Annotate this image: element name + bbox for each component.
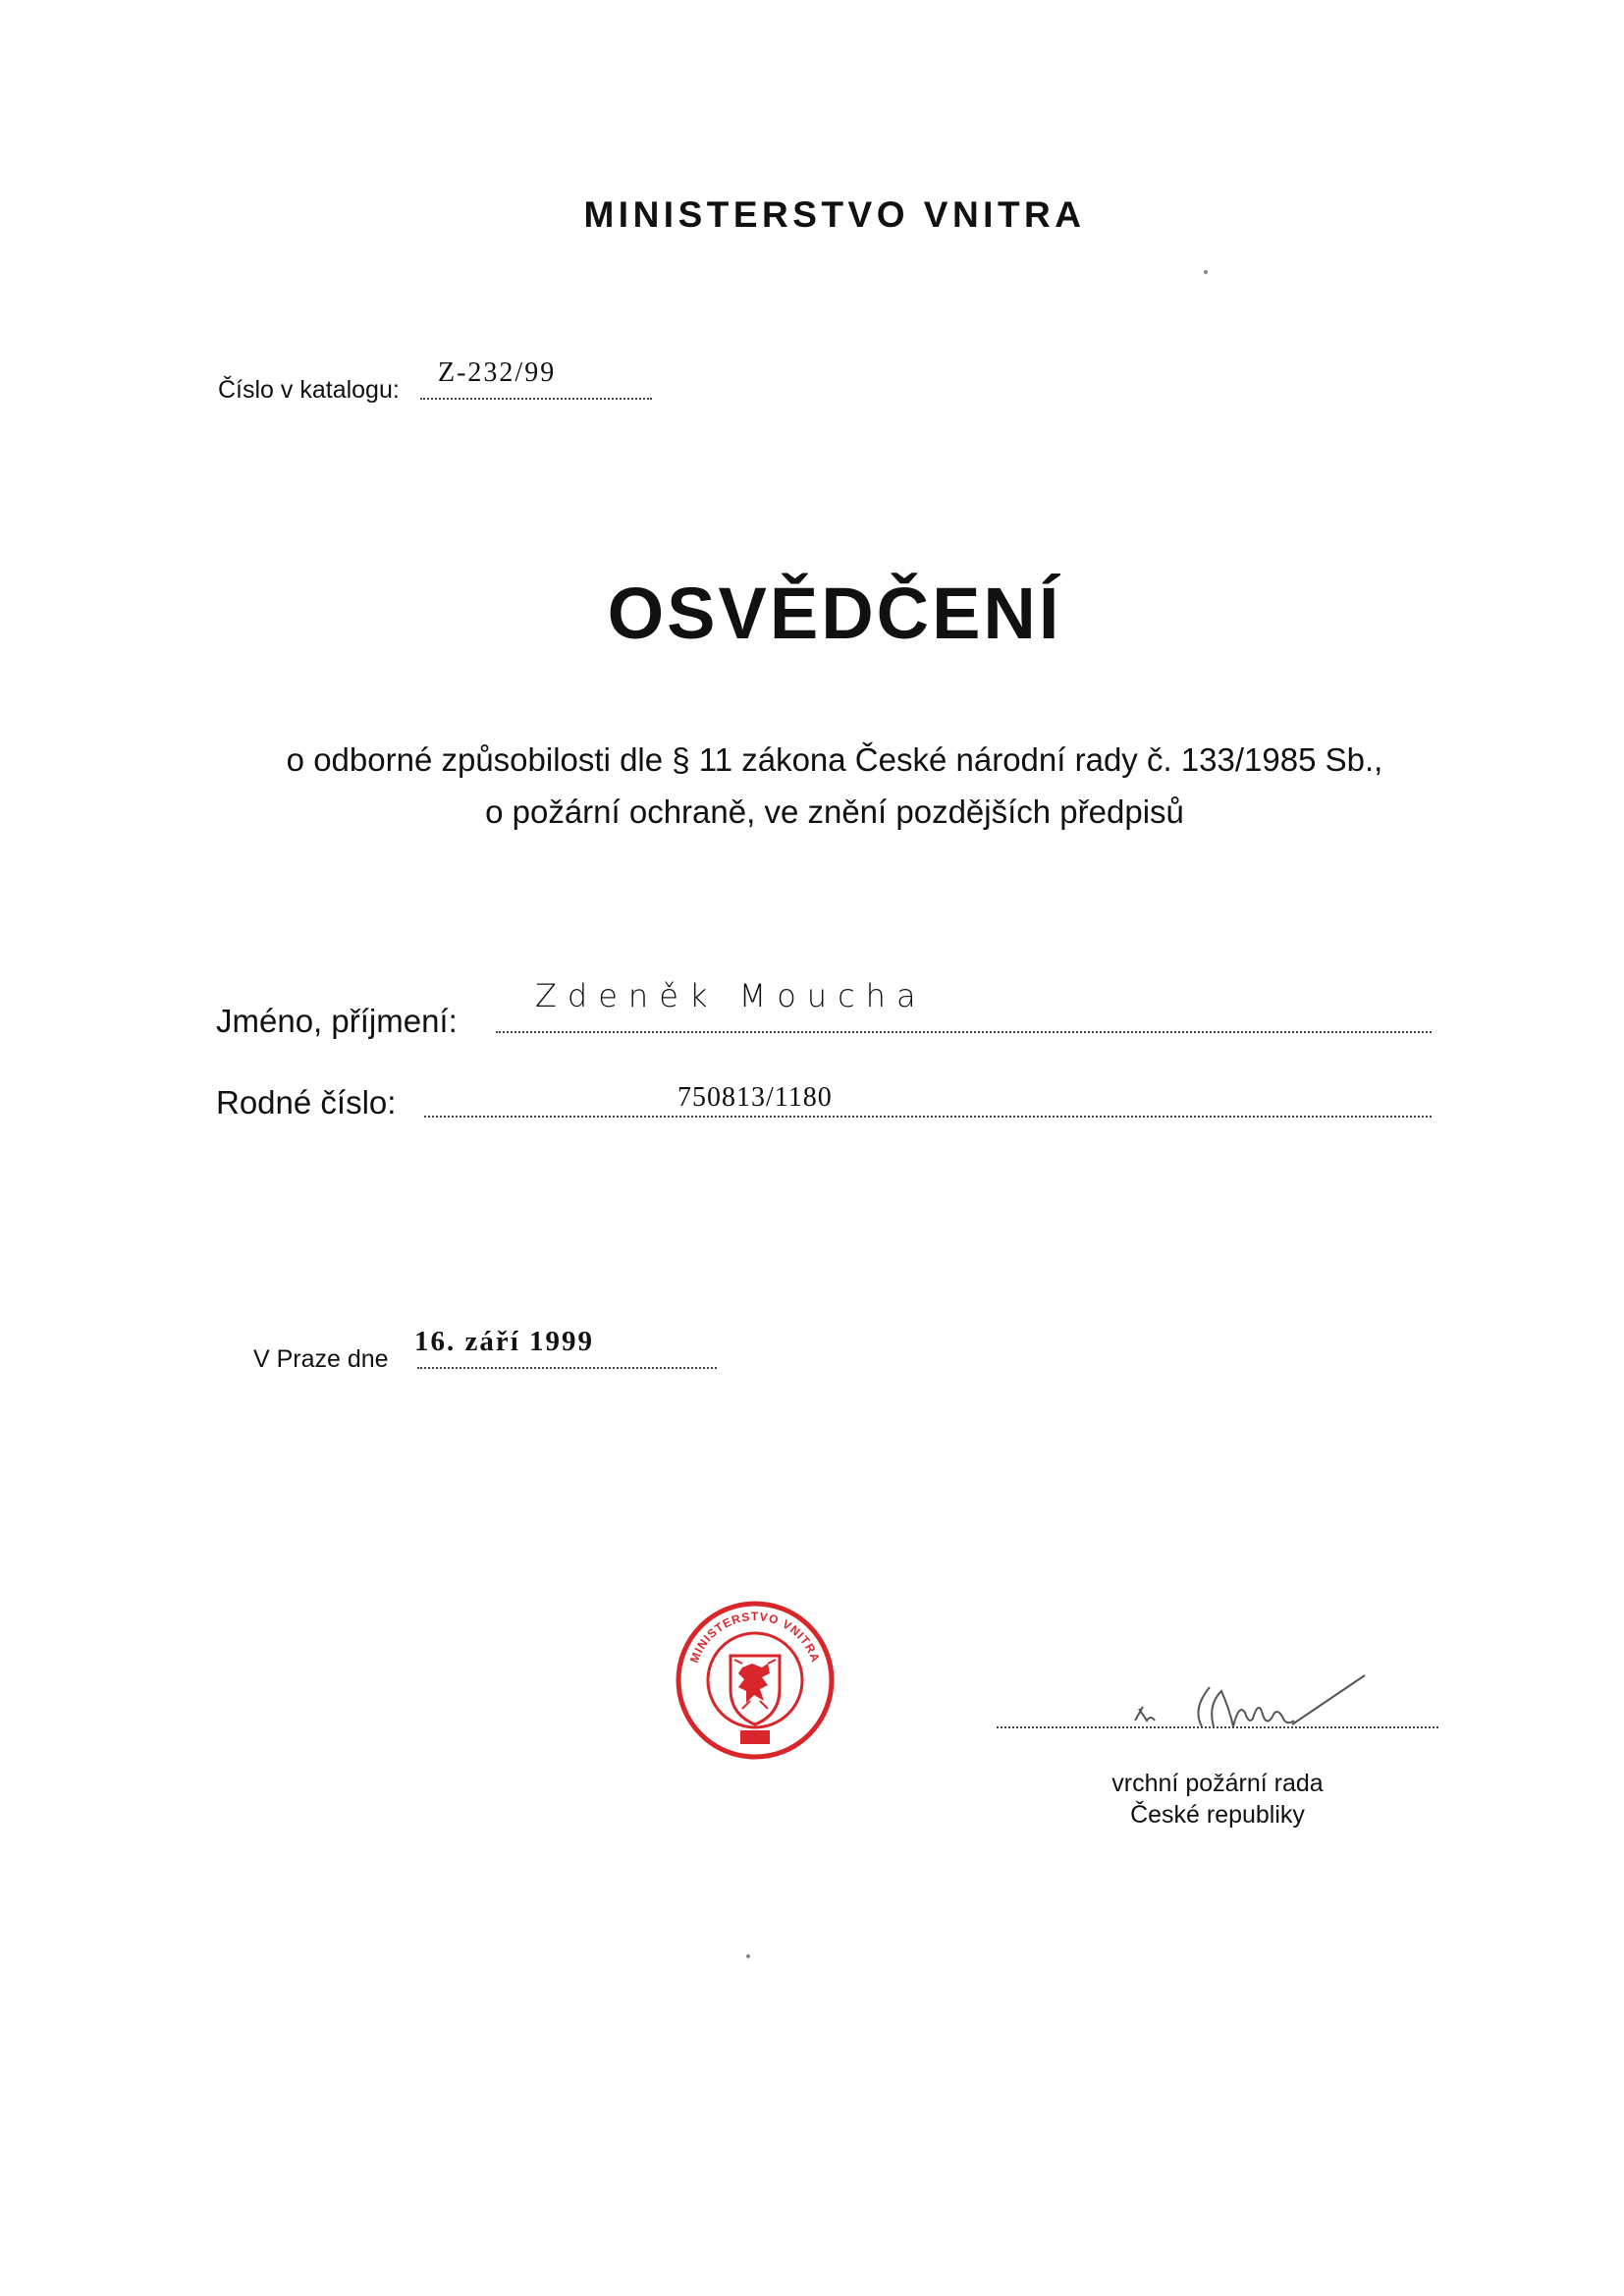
signatory-title-line-1: vrchní požární rada	[1111, 1770, 1324, 1797]
birth-number-value: 750813/1180	[677, 1082, 833, 1113]
catalog-label: Číslo v katalogu:	[218, 376, 400, 404]
birth-number-dotted-line	[424, 1094, 1432, 1118]
document-title: OSVĚDČENÍ	[607, 573, 1062, 654]
signatory-title-line-2: České republiky	[1130, 1801, 1305, 1829]
place-date-label: V Praze dne	[253, 1345, 389, 1373]
ministry-heading: MINISTERSTVO VNITRA	[583, 194, 1086, 235]
subtitle-line-2: o požární ochraně, ve znění pozdějších předpisů	[485, 793, 1184, 830]
name-label: Jméno, příjmení:	[216, 1003, 458, 1039]
official-round-stamp-icon	[674, 1599, 837, 1762]
scan-speck	[1204, 270, 1208, 274]
scan-speck	[746, 1954, 750, 1958]
svg-text:MINISTERSTVO VNITRA: MINISTERSTVO VNITRA	[686, 1610, 824, 1666]
subtitle-line-1: o odborné způsobilosti dle § 11 zákona České národní rady č. 133/1985 Sb.,	[286, 741, 1383, 778]
catalog-number: Z-232/99	[438, 357, 557, 388]
name-value: Zdeněk Moucha	[535, 977, 927, 1014]
birth-number-label: Rodné číslo:	[216, 1084, 397, 1121]
handwritten-signature-icon	[1119, 1669, 1384, 1738]
date-value: 16. září 1999	[414, 1326, 595, 1357]
